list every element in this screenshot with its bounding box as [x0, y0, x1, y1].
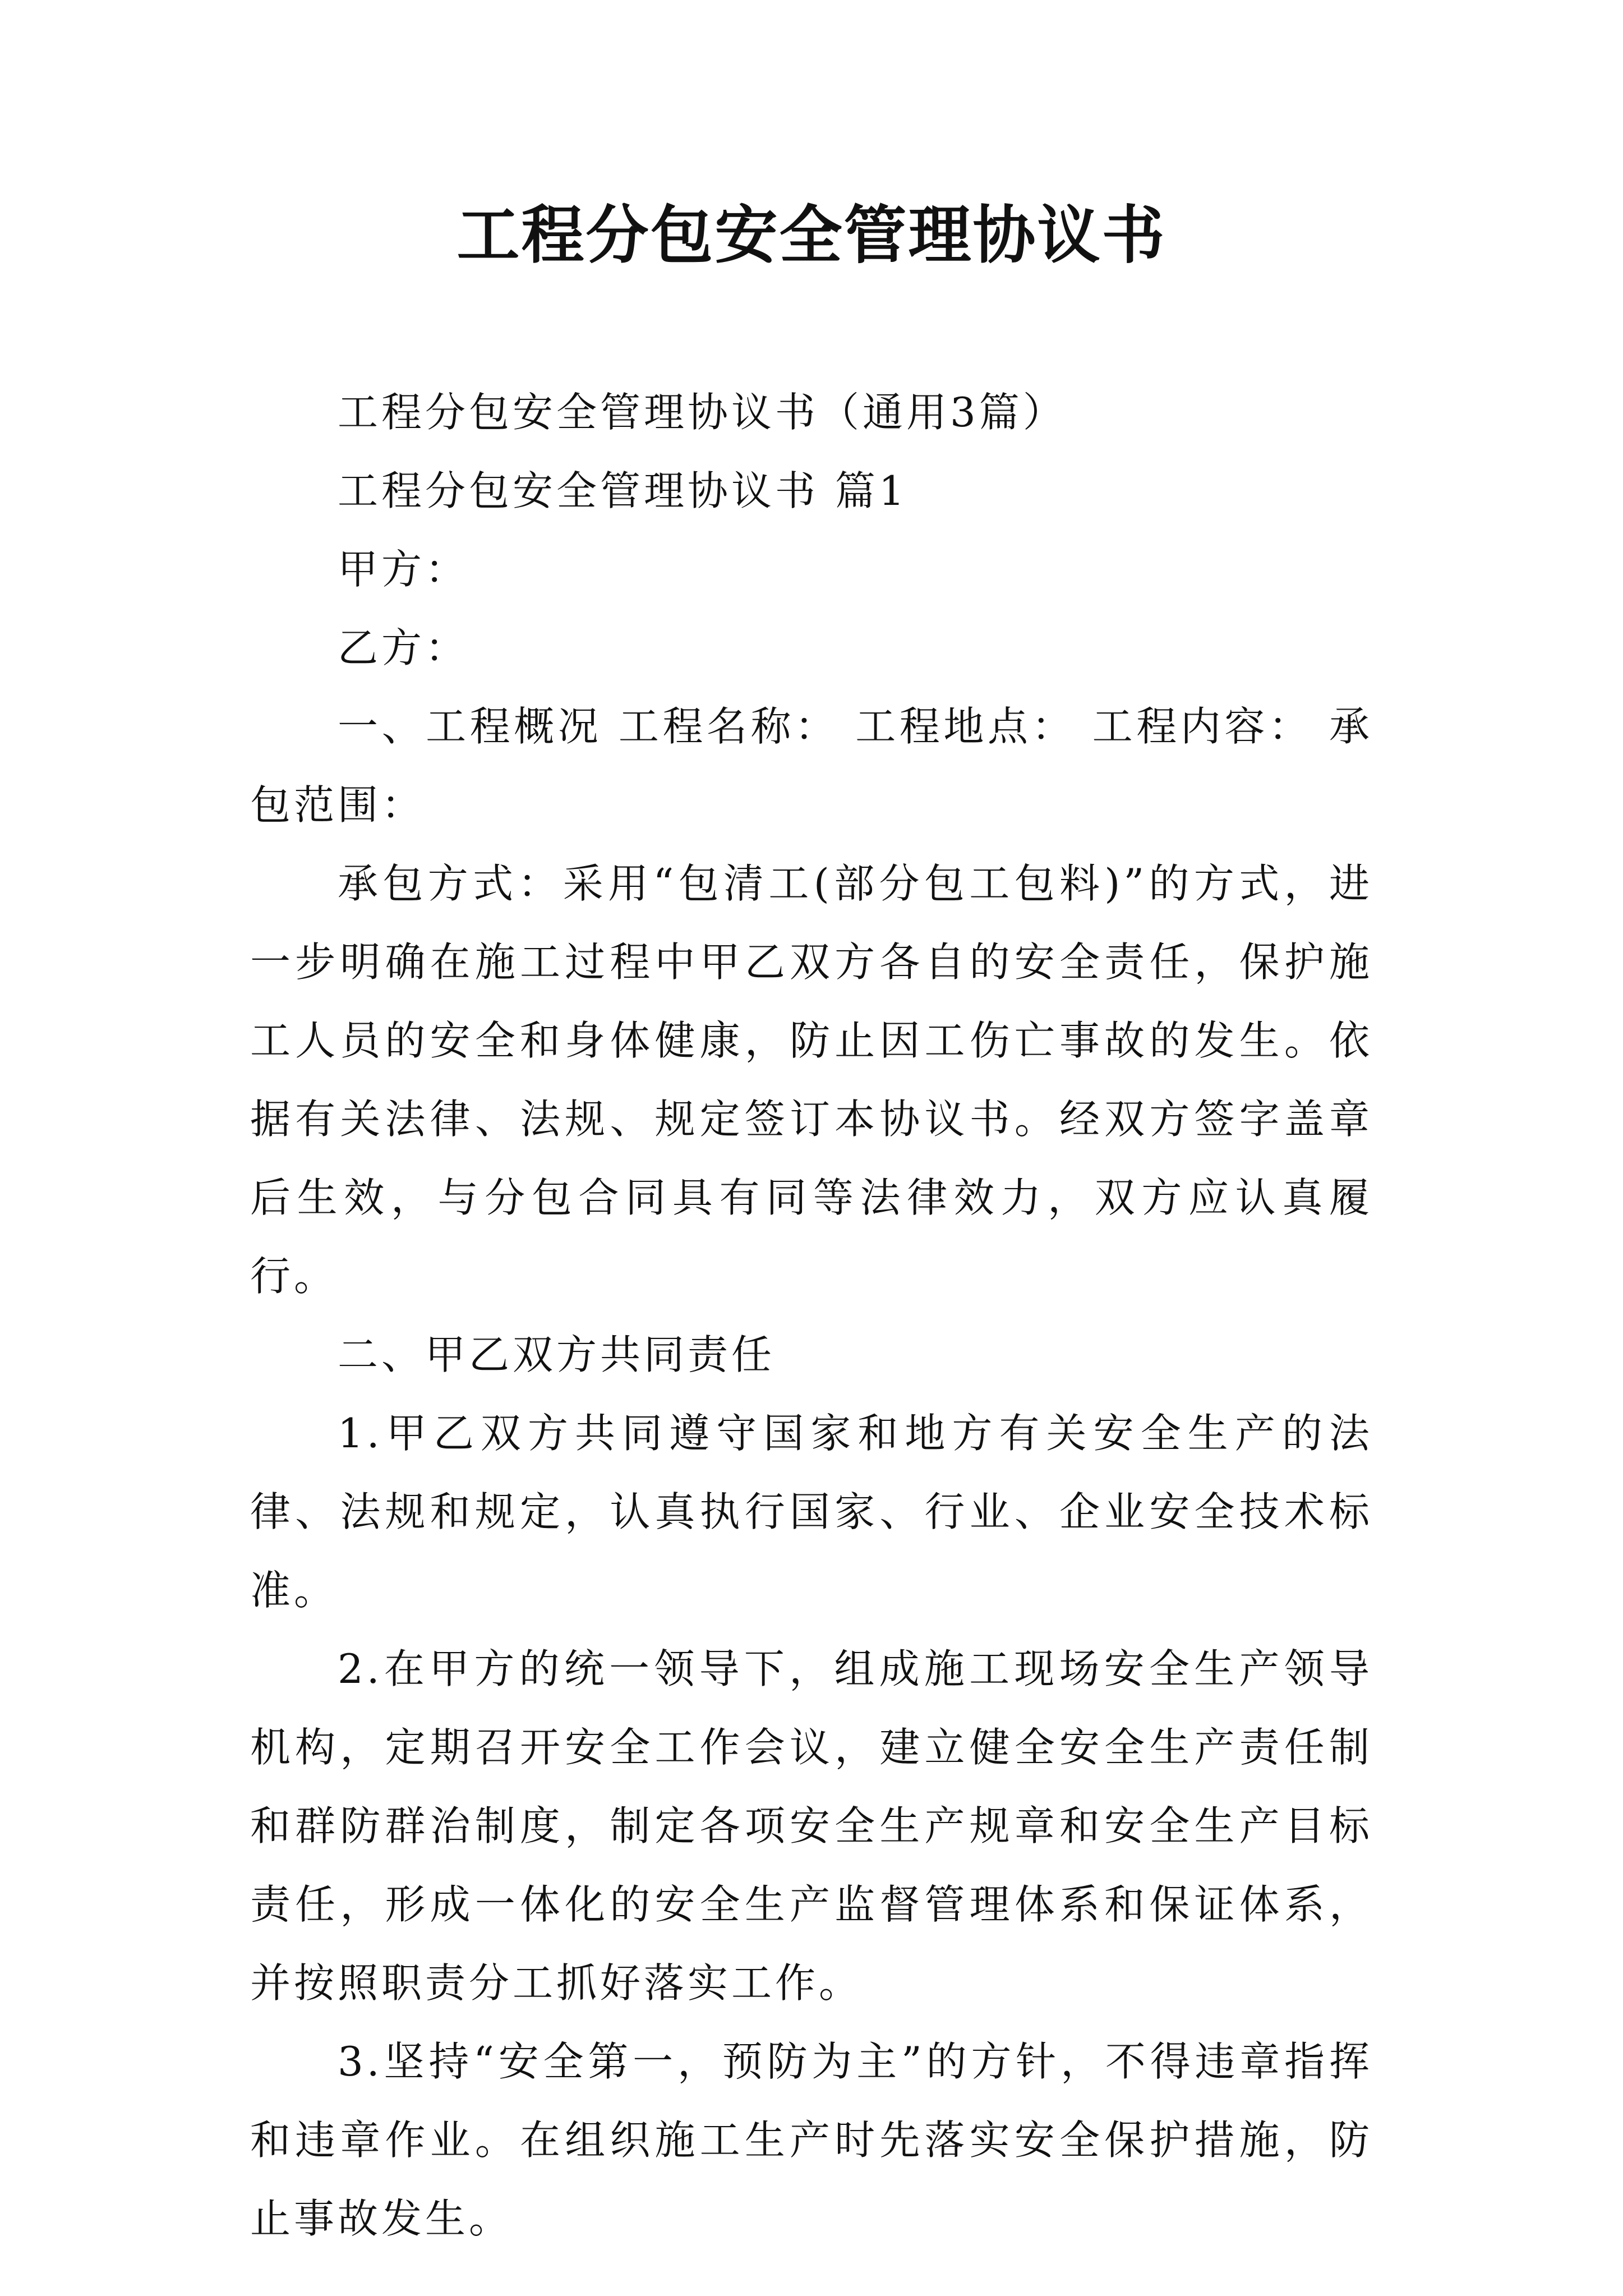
- clause-1-paragraph: 1.甲乙双方共同遵守国家和地方有关安全生产的法律、法规和规定，认真执行国家、行业、企业安全技术标准。: [250, 1410, 1373, 1614]
- document-body: [250, 373, 1373, 2258]
- joint-responsibility-heading: 二、甲乙双方共同责任: [338, 1331, 776, 1378]
- clause-2-paragraph: 2.在甲方的统一领导下，组成施工现场安全生产领导机构，定期召开安全工作会议，建立健全安全生产责任制和群防群治制度，制定各项安全生产规章和安全生产目标责任，形成一体化的安全生产监督管理体系和保证体系，并按照职责分工抓好落实工作。: [250, 1645, 1373, 2007]
- section-heading-part-1: 工程分包安全管理协议书 篇1: [338, 467, 908, 514]
- clause-3-paragraph: 3.坚持“安全第一，预防为主”的方针，不得违章指挥和违章作业。在组织施工生产时先落实安全保护措施，防止事故发生。: [250, 2038, 1373, 2242]
- document-title: 工程分包安全管理协议书: [457, 199, 1166, 272]
- project-overview-paragraph: 一、工程概况 工程名称： 工程地点： 工程内容： 承包范围：: [250, 703, 1373, 829]
- subtitle-paragraph: 工程分包安全管理协议书（通用3篇）: [338, 389, 1067, 436]
- contract-method-paragraph: 承包方式：采用“包清工(部分包工包料)”的方式，进一步明确在施工过程中甲乙双方各自的安全责任，保护施工人员的安全和身体健康，防止因工伤亡事故的发生。依据有关法律、法规、规定签订本协议书。经双方签字盖章后生效，与分包合同具有同等法律效力，双方应认真履行。: [250, 860, 1373, 1300]
- party-b-line: 乙方：: [338, 624, 469, 671]
- party-a-line: 甲方：: [338, 546, 469, 593]
